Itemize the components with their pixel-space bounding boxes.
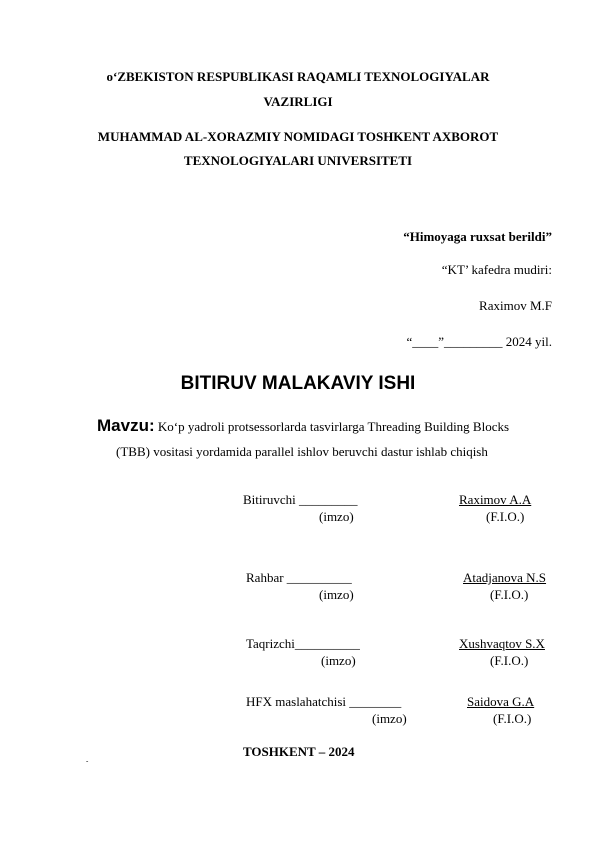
approval-head-name: Raximov M.F: [479, 298, 552, 313]
name-hint-graduate: (F.I.O.): [486, 509, 525, 524]
university-line-1: MUHAMMAD AL-XORAZMIY NOMIDAGI TOSHKENT AXBOROT: [97, 129, 499, 144]
signature-name-supervisor: Atadjanova N.S: [463, 570, 547, 585]
topic-label: Mavzu:: [97, 416, 155, 435]
approval-department: “KT’ kafedra mudiri:: [441, 262, 552, 277]
signature-name-graduate: Raximov A.A: [459, 492, 532, 507]
footer-mark: -: [86, 757, 89, 765]
ministry-line-2: VAZIRLIGI: [263, 94, 333, 109]
ministry-line-1: o‘ZBEKISTON RESPUBLIKASI RAQAMLI TEXNOLOGIYALAR: [106, 69, 490, 84]
footer-city-year: TOSHKENT – 2024: [243, 744, 355, 759]
signature-name-consultant: Saidova G.A: [467, 694, 535, 709]
signature-role-graduate: Bitiruvchi _________: [243, 492, 358, 507]
document-title: BITIRUV MALAKAVIY ISHI: [180, 373, 416, 394]
topic-line-2: (TBB) vositasi yordamida parallel ishlov beruvchi dastur ishlab chiqish: [116, 444, 488, 459]
approval-title: “Himoyaga ruxsat berildi”: [403, 229, 552, 244]
topic-text-1: Ko‘p yadroli protsessorlarda tasvirlarga Threading Building Blocks: [154, 419, 510, 434]
signature-hint-consultant: (imzo): [372, 711, 407, 726]
signature-hint-supervisor: (imzo): [319, 587, 354, 602]
approval-date-line: “____”_________ 2024 yil.: [406, 334, 552, 349]
signature-role-reviewer: Taqrizchi__________: [246, 636, 360, 651]
topic-line-1: [97, 416, 509, 436]
university-line-2: TEXNOLOGIYALARI UNIVERSITETI: [183, 153, 413, 168]
name-hint-consultant: (F.I.O.): [493, 711, 532, 726]
signature-name-reviewer: Xushvaqtov S.X: [459, 636, 545, 651]
name-hint-reviewer: (F.I.O.): [490, 653, 529, 668]
name-hint-supervisor: (F.I.O.): [490, 587, 529, 602]
signature-role-supervisor: Rahbar __________: [246, 570, 352, 585]
signature-role-consultant: HFX maslahatchisi ________: [246, 694, 402, 709]
signature-hint-graduate: (imzo): [319, 509, 354, 524]
signature-hint-reviewer: (imzo): [321, 653, 356, 668]
